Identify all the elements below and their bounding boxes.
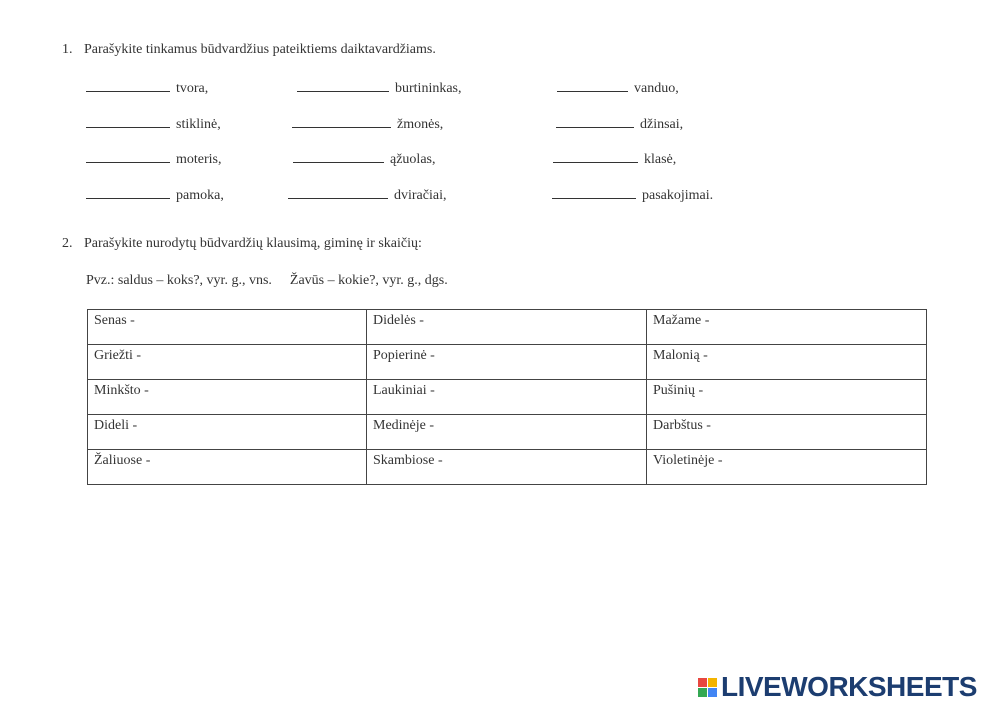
- blank-row: [0, 150, 1000, 170]
- liveworksheets-logo: [698, 672, 977, 702]
- noun-label: pamoka,: [176, 188, 224, 203]
- blank-input[interactable]: [553, 150, 638, 163]
- table-cell[interactable]: Senas -: [88, 310, 367, 345]
- blank-item[interactable]: [86, 186, 224, 204]
- blank-item[interactable]: [86, 115, 221, 133]
- table-cell[interactable]: Popierinė -: [367, 345, 647, 380]
- blank-item[interactable]: [86, 79, 208, 97]
- table-cell[interactable]: Darbštus -: [647, 415, 927, 450]
- table-cell[interactable]: Žaliuose -: [88, 450, 367, 485]
- blank-item[interactable]: [552, 186, 713, 204]
- blank-input[interactable]: [288, 186, 388, 199]
- blank-row: [0, 186, 1000, 206]
- table-row: [88, 345, 927, 380]
- example-line: [86, 273, 466, 289]
- noun-label: dviračiai,: [394, 188, 447, 203]
- logo-square: [708, 688, 717, 697]
- table-cell[interactable]: Pušinių -: [647, 380, 927, 415]
- blank-item[interactable]: [553, 150, 676, 168]
- blank-row: [0, 79, 1000, 99]
- task1-heading-text: Parašykite tinkamus būdvardžius pateiktiems daiktavardžiams.: [84, 42, 436, 57]
- logo-text: LIVEWORKSHEETS: [721, 671, 977, 702]
- blank-item[interactable]: [557, 79, 679, 97]
- blank-item[interactable]: [297, 79, 462, 97]
- task2-number: 2.: [62, 236, 73, 251]
- noun-label: moteris,: [176, 152, 222, 167]
- task1-heading: [62, 42, 436, 58]
- example-a: Pvz.: saldus – koks?, vyr. g., vns.: [86, 273, 272, 288]
- task1-number: 1.: [62, 42, 73, 57]
- blank-item[interactable]: [86, 150, 222, 168]
- blank-input[interactable]: [86, 186, 170, 199]
- logo-square: [698, 678, 707, 687]
- noun-label: burtininkas,: [395, 81, 462, 96]
- table-cell[interactable]: Malonią -: [647, 345, 927, 380]
- logo-square: [698, 688, 707, 697]
- blank-item[interactable]: [288, 186, 446, 204]
- table-cell[interactable]: Didelės -: [367, 310, 647, 345]
- task2-heading-text: Parašykite nurodytų būdvardžių klausimą, giminę ir skaičių:: [84, 236, 422, 251]
- blank-input[interactable]: [556, 115, 634, 128]
- logo-squares-icon: [698, 678, 717, 697]
- noun-label: žmonės,: [397, 117, 444, 132]
- blank-input[interactable]: [86, 79, 170, 92]
- table-cell[interactable]: Skambiose -: [367, 450, 647, 485]
- blank-input[interactable]: [292, 115, 391, 128]
- table-row: [88, 450, 927, 485]
- blank-input[interactable]: [86, 150, 170, 163]
- noun-label: stiklinė,: [176, 117, 221, 132]
- table-cell[interactable]: Violetinėje -: [647, 450, 927, 485]
- noun-label: tvora,: [176, 81, 209, 96]
- noun-label: vanduo,: [634, 81, 679, 96]
- table-cell[interactable]: Dideli -: [88, 415, 367, 450]
- noun-label: pasakojimai.: [642, 188, 714, 203]
- logo-square: [708, 678, 717, 687]
- blank-item[interactable]: [556, 115, 683, 133]
- task2-heading: [62, 236, 422, 252]
- table-row: [88, 310, 927, 345]
- table-row: [88, 380, 927, 415]
- blank-item[interactable]: [293, 150, 435, 168]
- blank-input[interactable]: [552, 186, 636, 199]
- table-row: [88, 415, 927, 450]
- noun-label: džinsai,: [640, 117, 684, 132]
- blank-row: [0, 115, 1000, 135]
- noun-label: klasė,: [644, 152, 677, 167]
- blank-item[interactable]: [292, 115, 443, 133]
- table-cell[interactable]: Griežti -: [88, 345, 367, 380]
- blank-input[interactable]: [293, 150, 384, 163]
- table-cell[interactable]: Laukiniai -: [367, 380, 647, 415]
- answers-table: [87, 309, 927, 485]
- example-b: Žavūs – kokie?, vyr. g., dgs.: [289, 273, 448, 288]
- table-cell[interactable]: Mažame -: [647, 310, 927, 345]
- noun-label: ąžuolas,: [390, 152, 436, 167]
- table-cell[interactable]: Minkšto -: [88, 380, 367, 415]
- blank-input[interactable]: [557, 79, 628, 92]
- blank-input[interactable]: [297, 79, 389, 92]
- blank-input[interactable]: [86, 115, 170, 128]
- table-cell[interactable]: Medinėje -: [367, 415, 647, 450]
